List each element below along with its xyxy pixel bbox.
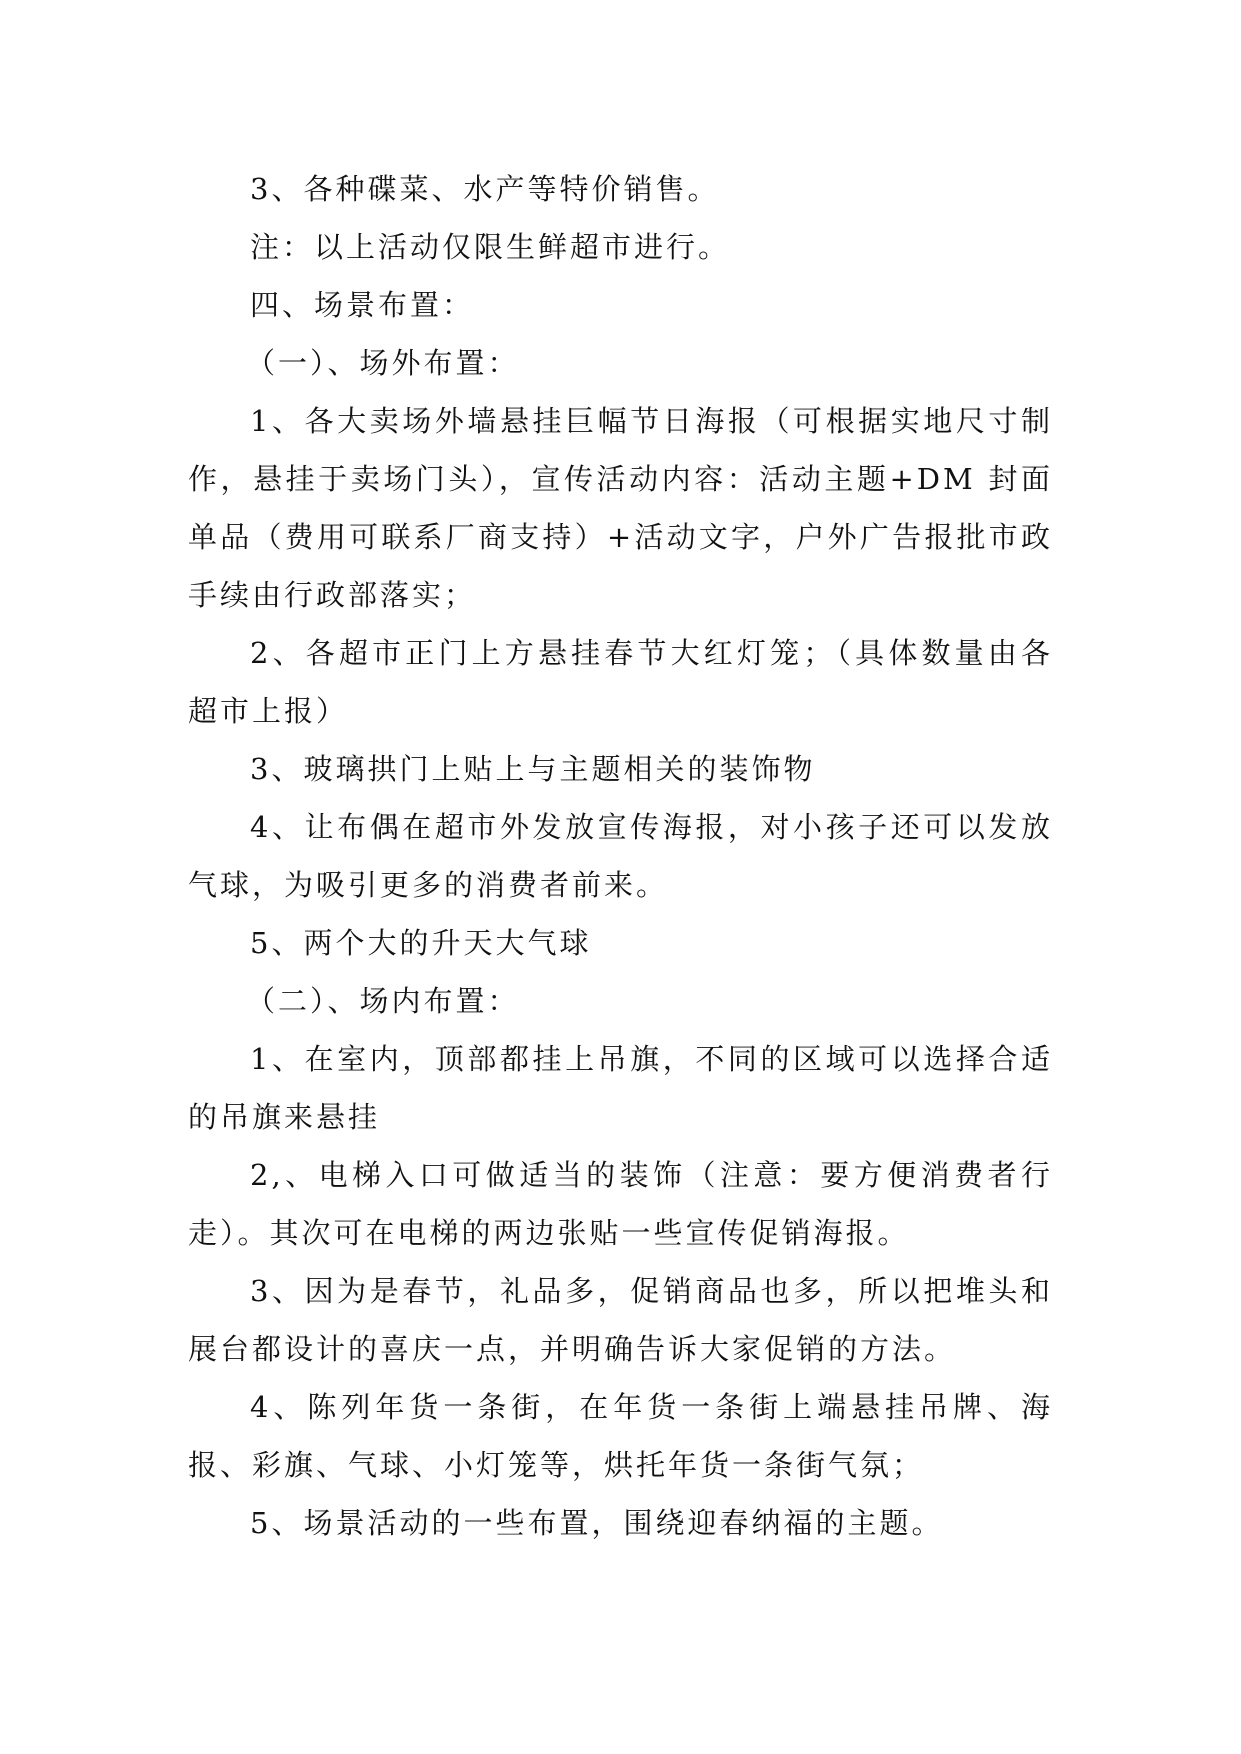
paragraph-outdoor-5: 5、两个大的升天大气球 [250, 926, 592, 960]
paragraph-indoor-2: 2,、电梯入口可做适当的装饰（注意：要方便消费者行走）。其次可在电梯的两边张贴一些宣传促销海报。 [188, 1158, 1053, 1250]
paragraph-indoor-5: 5、场景活动的一些布置，围绕迎春纳福的主题。 [250, 1506, 944, 1540]
paragraph-indoor-3: 3、因为是春节，礼品多，促销商品也多，所以把堆头和展台都设计的喜庆一点，并明确告诉大家促销的方法。 [188, 1274, 1053, 1366]
paragraph-outdoor-1: 1、各大卖场外墙悬挂巨幅节日海报（可根据实地尺寸制作，悬挂于卖场门头），宣传活动内容：活动主题+DM 封面单品（费用可联系厂商支持）+活动文字，户外广告报批市政手续由行政部落实； [188, 404, 1053, 612]
paragraph-note: 注：以上活动仅限生鲜超市进行。 [250, 230, 731, 264]
paragraph-indoor-1: 1、在室内，顶部都挂上吊旗，不同的区域可以选择合适的吊旗来悬挂 [188, 1042, 1053, 1134]
paragraph-item-3-dishes: 3、各种碟菜、水产等特价销售。 [250, 172, 720, 206]
paragraph-outdoor-4: 4、让布偶在超市外发放宣传海报，对小孩子还可以发放气球，为吸引更多的消费者前来。 [188, 810, 1053, 902]
subheading-outdoor-layout: （一）、场外布置： [246, 346, 520, 380]
section-heading-scene-layout: 四、场景布置： [250, 288, 475, 322]
paragraph-outdoor-2: 2、各超市正门上方悬挂春节大红灯笼；（具体数量由各超市上报） [188, 636, 1053, 728]
paragraph-outdoor-3: 3、玻璃拱门上贴上与主题相关的装饰物 [250, 752, 816, 786]
subheading-indoor-layout: （二）、场内布置： [246, 984, 520, 1018]
document-body [188, 160, 1053, 1552]
paragraph-indoor-4: 4、陈列年货一条街，在年货一条街上端悬挂吊牌、海报、彩旗、气球、小灯笼等，烘托年货一条街气氛； [188, 1390, 1053, 1482]
